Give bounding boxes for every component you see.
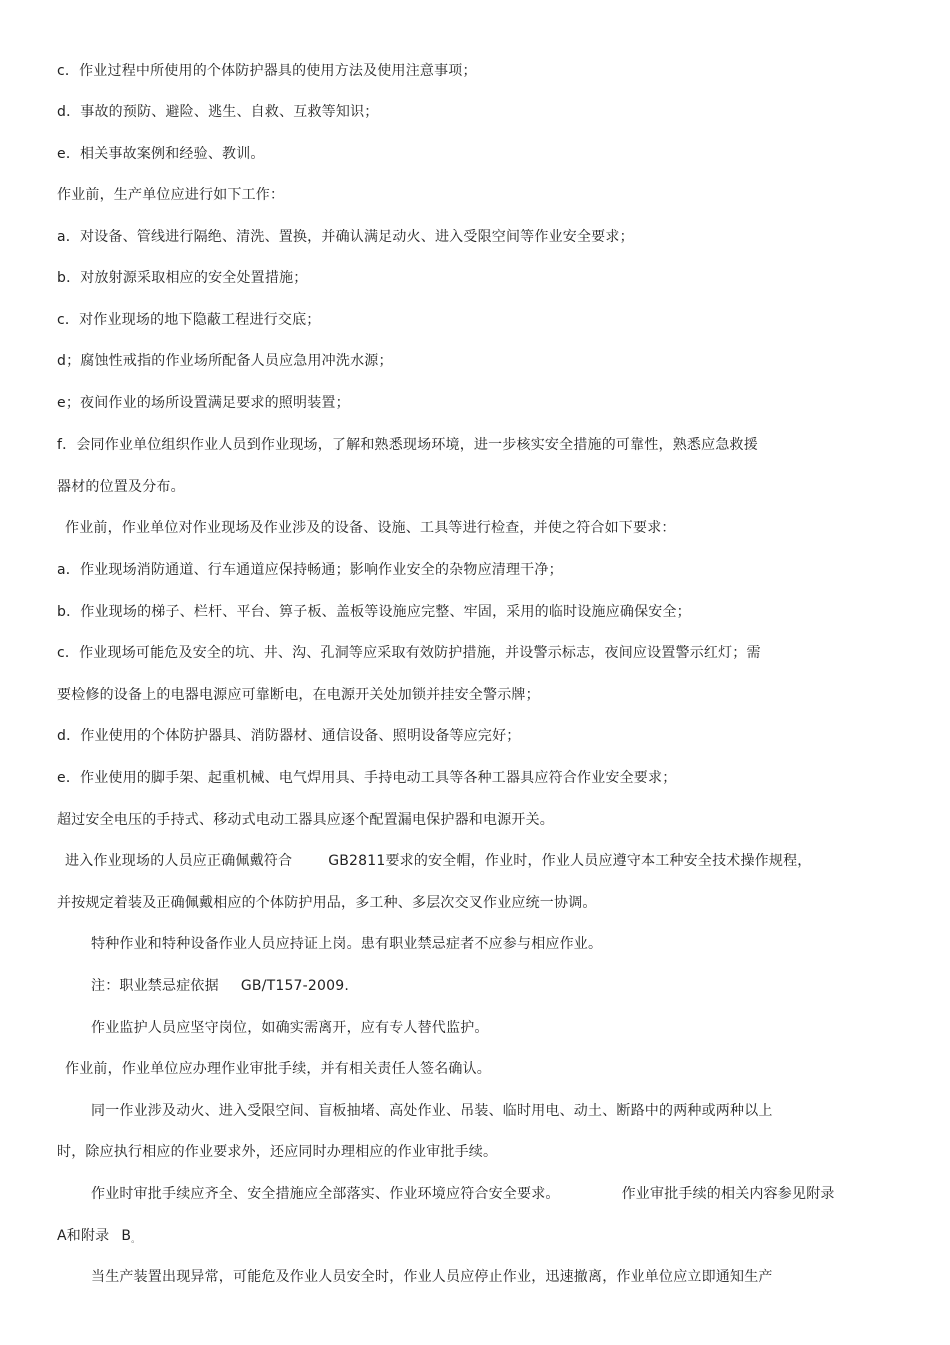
standard-reference: GB/T157-2009. xyxy=(240,978,349,994)
text-line: 特种作业和特种设备作业人员应持证上岗。患有职业禁忌症者不应参与相应作业。 xyxy=(91,936,603,952)
text-segment: 作业时审批手续应齐全、安全措施应全部落实、作业环境应符合安全要求。 xyxy=(91,1186,560,1202)
text-line: e；夜间作业的场所设置满足要求的照明装置； xyxy=(57,395,350,411)
text-segment: 作业审批手续的相关内容参见附录 xyxy=(621,1186,835,1202)
text-segment: 进入作业现场的人员应正确佩戴符合 xyxy=(65,853,293,869)
sentence-end: 。 xyxy=(131,1235,140,1244)
text-line: e．作业使用的脚手架、起重机械、电气焊用具、手持电动工具等各种工器具应符合作业安全要求； xyxy=(57,770,677,786)
text-segment: A和附录 xyxy=(57,1228,110,1244)
text-line: 当生产装置出现异常，可能危及作业人员安全时，作业人员应停止作业，迅速撤离，作业单位应立即通知生产 xyxy=(91,1269,773,1285)
text-line: 作业监护人员应坚守岗位，如确实需离开，应有专人替代监护。 xyxy=(91,1020,489,1036)
text-line: c．作业现场可能危及安全的坑、井、沟、孔洞等应采取有效防护措施，并设警示标志，夜间应设置警示红灯；需 xyxy=(57,645,761,661)
text-line: a．对设备、管线进行隔绝、清洗、置换，并确认满足动火、进入受限空间等作业安全要求； xyxy=(57,229,634,245)
text-line: 超过安全电压的手持式、移动式电动工器具应逐个配置漏电保护器和电源开关。 xyxy=(57,812,554,828)
text-line: 时，除应执行相应的作业要求外，还应同时办理相应的作业审批手续。 xyxy=(57,1144,498,1160)
text-line: d．事故的预防、避险、逃生、自救、互救等知识； xyxy=(57,104,379,120)
text-line: d．作业使用的个体防护器具、消防器材、通信设备、照明设备等应完好； xyxy=(57,728,521,744)
text-line xyxy=(65,852,811,870)
text-line: 作业前，生产单位应进行如下工作： xyxy=(57,187,285,203)
text-line: d；腐蚀性戒指的作业场所配备人员应急用冲洗水源； xyxy=(57,353,393,369)
text-line: f．会同作业单位组织作业人员到作业现场，了解和熟悉现场环境，进一步核实安全措施的可靠性，熟悉应急救援 xyxy=(57,437,758,453)
text-line xyxy=(91,1185,835,1203)
note-label: 注：职业禁忌症依据 xyxy=(91,978,219,994)
text-line: 同一作业涉及动火、进入受限空间、盲板抽堵、高处作业、吊装、临时用电、动土、断路中的两种或两种以上 xyxy=(91,1103,773,1119)
text-line: 作业前，作业单位对作业现场及作业涉及的设备、设施、工具等进行检查，并使之符合如下要求： xyxy=(65,520,676,536)
text-line: 器材的位置及分布。 xyxy=(57,479,185,495)
text-line: b．对放射源采取相应的安全处置措施； xyxy=(57,270,308,286)
text-line: c．对作业现场的地下隐蔽工程进行交底； xyxy=(57,312,321,328)
text-line: 要检修的设备上的电器电源应可靠断电，在电源开关处加锁并挂安全警示牌； xyxy=(57,687,540,703)
appendix-reference: B xyxy=(121,1228,132,1244)
text-line: b．作业现场的梯子、栏杆、平台、箅子板、盖板等设施应完整、牢固，采用的临时设施应确保安全； xyxy=(57,604,691,620)
text-line: a．作业现场消防通道、行车通道应保持畅通；影响作业安全的杂物应清理干净； xyxy=(57,562,563,578)
text-line: c．作业过程中所使用的个体防护器具的使用方法及使用注意事项； xyxy=(57,63,477,79)
text-line: e．相关事故案例和经验、教训。 xyxy=(57,146,265,162)
note-line xyxy=(91,977,349,995)
text-line: 并按规定着装及正确佩戴相应的个体防护用品，多工种、多层次交叉作业应统一协调。 xyxy=(57,895,597,911)
text-line: 作业前，作业单位应办理作业审批手续，并有相关责任人签名确认。 xyxy=(65,1061,491,1077)
standard-reference: GB2811要求的安全帽，作业时，作业人员应遵守本工种安全技术操作规程， xyxy=(328,853,812,869)
text-line xyxy=(57,1227,139,1249)
